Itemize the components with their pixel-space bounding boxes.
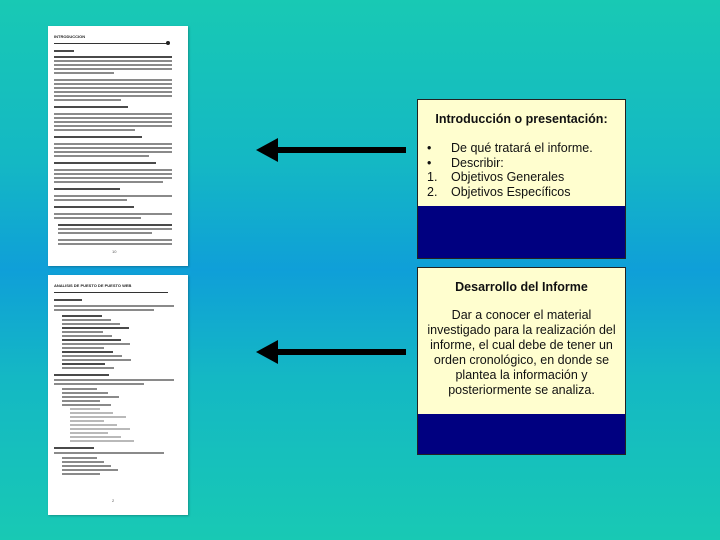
- text-line: [70, 440, 134, 442]
- text-line: [62, 319, 111, 321]
- text-line: [62, 343, 130, 345]
- text-line: [54, 305, 174, 307]
- text-line: [54, 99, 121, 101]
- text-line: [62, 315, 102, 317]
- text-line: [54, 87, 172, 89]
- text-line: [70, 420, 104, 422]
- document-page-development: [48, 275, 188, 515]
- left-arrow-icon: [256, 137, 406, 163]
- text-line: [54, 169, 172, 171]
- text-line: [58, 243, 172, 245]
- text-line: [54, 79, 172, 81]
- title-rule: [54, 292, 168, 293]
- text-line: [54, 125, 172, 127]
- text-line: [54, 143, 172, 145]
- text-line: [70, 432, 108, 434]
- text-line: [54, 155, 149, 157]
- list-item: [427, 185, 593, 200]
- text-line: [62, 359, 131, 361]
- development-panel-title: Desarrollo del Informe: [455, 280, 588, 294]
- text-line: [54, 113, 172, 115]
- text-line: [54, 117, 172, 119]
- text-line: [54, 50, 74, 52]
- text-line: [62, 347, 104, 349]
- text-line: [54, 217, 141, 219]
- left-arrow-icon: [256, 339, 406, 365]
- text-line: [62, 323, 120, 325]
- text-line: [62, 473, 100, 475]
- text-line: [54, 56, 172, 58]
- text-line: [58, 239, 172, 241]
- text-line: [62, 331, 103, 333]
- text-line: [62, 461, 104, 463]
- rule-end-dot: [166, 41, 170, 45]
- list-marker: •: [427, 155, 432, 170]
- text-line: [54, 95, 172, 97]
- list-item-text: De qué tratará el informe.: [451, 141, 593, 155]
- page-number: 10: [112, 249, 117, 254]
- text-line: [58, 228, 172, 230]
- text-line: [54, 213, 172, 215]
- list-item: [427, 156, 593, 171]
- text-line: [54, 177, 172, 179]
- text-line: [54, 106, 128, 108]
- text-line: [54, 188, 120, 190]
- text-line: [54, 83, 172, 85]
- text-line: [54, 68, 172, 70]
- list-item: [427, 170, 593, 185]
- text-line: [54, 173, 172, 175]
- text-line: [54, 383, 144, 385]
- text-line: [70, 428, 130, 430]
- text-line: [62, 339, 121, 341]
- text-line: [54, 374, 109, 376]
- text-line: [54, 121, 172, 123]
- text-line: [54, 64, 172, 66]
- list-marker: 1.: [427, 170, 438, 184]
- text-line: [54, 91, 172, 93]
- text-line: [54, 447, 94, 449]
- development-panel-text: Dar a conocer el material investigado para la realización del informe, el cual debe de tener un orden cronológico, en donde se plantea la información y posteriormente se analiza.: [427, 308, 616, 397]
- text-line: [62, 404, 111, 406]
- intro-panel: [417, 99, 626, 259]
- text-line: [62, 327, 129, 329]
- text-line: [70, 408, 100, 410]
- text-line: [62, 351, 113, 353]
- text-line: [58, 224, 172, 226]
- document-title: ANALISIS DE PUESTO DE PUESTO WEB: [54, 283, 132, 288]
- text-line: [54, 309, 154, 311]
- intro-panel-title: Introducción o presentación:: [435, 112, 608, 126]
- development-panel: [417, 267, 626, 455]
- text-line: [54, 199, 127, 201]
- text-line: [54, 379, 174, 381]
- text-line: [54, 452, 164, 454]
- list-item-text: Describir:: [451, 155, 504, 170]
- development-panel-band: [418, 414, 625, 454]
- text-line: [54, 151, 172, 153]
- document-page-intro: [48, 26, 188, 266]
- page-number: 2: [112, 498, 115, 503]
- text-line: [54, 195, 172, 197]
- text-line: [70, 416, 126, 418]
- text-line: [62, 363, 105, 365]
- list-item-text: Objetivos Específicos: [451, 184, 571, 199]
- text-line: [62, 355, 122, 357]
- list-item-text: Objetivos Generales: [451, 170, 565, 184]
- text-line: [62, 335, 112, 337]
- text-line: [54, 129, 135, 131]
- text-line: [54, 147, 172, 149]
- intro-list: [427, 141, 593, 199]
- text-line: [54, 72, 114, 74]
- title-rule: [54, 43, 168, 44]
- text-line: [54, 206, 134, 208]
- text-line: [70, 412, 113, 414]
- text-line: [54, 60, 172, 62]
- text-line: [62, 457, 97, 459]
- text-line: [62, 396, 119, 398]
- text-line: [62, 465, 111, 467]
- text-line: [54, 162, 156, 164]
- text-line: [62, 400, 100, 402]
- text-line: [62, 388, 97, 390]
- document-title: INTRODUCCION: [54, 34, 86, 39]
- text-line: [62, 392, 108, 394]
- text-line: [62, 469, 118, 471]
- text-line: [54, 136, 142, 138]
- list-item: [427, 141, 593, 156]
- text-line: [58, 232, 152, 234]
- text-line: [54, 181, 163, 183]
- intro-panel-band: [418, 206, 625, 258]
- list-marker: 2.: [427, 184, 438, 199]
- text-line: [70, 424, 117, 426]
- list-marker: •: [427, 141, 432, 155]
- text-line: [54, 299, 82, 301]
- text-line: [70, 436, 121, 438]
- text-line: [62, 367, 114, 369]
